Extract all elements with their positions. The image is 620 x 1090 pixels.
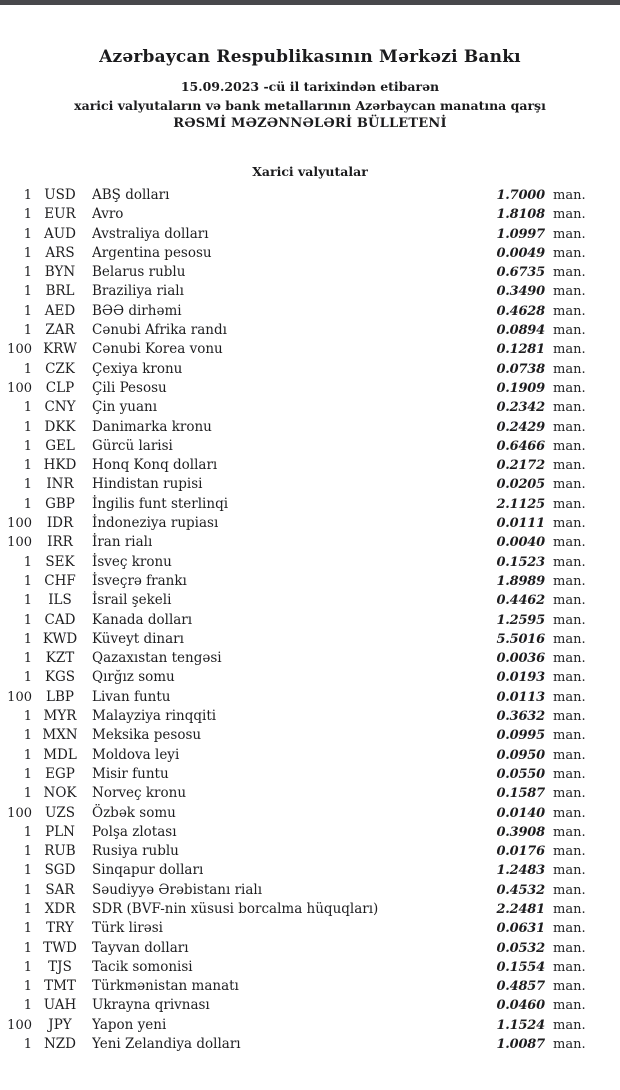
qty-cell: 1 (23, 612, 32, 628)
bank-title: Azərbaycan Respublikasının Mərkəzi Bankı (99, 47, 521, 67)
rates-table (0, 186, 620, 1054)
currency-code-cell: BYN (44, 264, 76, 281)
currency-name-cell: ABŞ dolları (92, 187, 170, 203)
table-row (0, 688, 620, 707)
rate-cell: 0.0040 (496, 535, 545, 551)
qty-cell: 1 (23, 631, 32, 647)
table-row (0, 340, 620, 359)
currency-code-cell: TJS (48, 958, 72, 975)
rate-cell: 1.7000 (496, 188, 545, 203)
currency-code-cell: NOK (43, 785, 77, 802)
currency-name-cell: Argentina pesosu (92, 244, 212, 261)
currency-code-cell: AED (44, 302, 76, 319)
unit-cell: man. (553, 188, 586, 203)
table-row (0, 1035, 620, 1054)
currency-name-cell: Tayvan dolları (92, 939, 189, 956)
table-row (0, 939, 620, 958)
rate-cell: 0.1554 (496, 959, 545, 975)
qty-cell: 1 (23, 496, 32, 512)
unit-cell: man. (553, 786, 586, 802)
currency-name-cell: Qırğız somu (92, 669, 175, 686)
table-row (0, 205, 620, 224)
unit-cell: man. (553, 979, 586, 995)
qty-cell: 1 (23, 303, 32, 319)
qty-cell: 1 (23, 863, 32, 879)
currency-name-cell: Ukrayna qrivnası (92, 997, 210, 1014)
currency-name-cell: Küveyt dinarı (92, 630, 184, 647)
currency-code-cell: UZS (44, 804, 75, 821)
qty-cell: 100 (7, 805, 32, 821)
table-row (0, 611, 620, 630)
currency-code-cell: KGS (44, 669, 76, 686)
unit-cell: man. (553, 458, 586, 474)
currency-name-cell: Kanada dolları (92, 611, 193, 628)
currency-name-cell: Qazaxıstan tengəsi (92, 650, 222, 667)
table-row (0, 784, 620, 803)
currency-code-cell: CAD (44, 611, 76, 628)
currency-name-cell: Səudiyyə Ərəbistanı rialı (92, 881, 263, 898)
currency-name-cell: Türkmənistan manatı (92, 978, 239, 995)
rate-cell: 0.0111 (496, 516, 545, 532)
currency-name-cell: İran rialı (92, 534, 153, 551)
qty-cell: 1 (23, 901, 32, 917)
currency-name-cell: Norveç kronu (92, 785, 187, 802)
currency-name-cell: İngilis funt sterlinqi (92, 495, 229, 512)
rate-cell: 0.0950 (496, 747, 545, 763)
currency-name-cell: SDR (BVF-nin xüsusi borcalma hüquqları) (92, 900, 379, 917)
currency-name-cell: Cənubi Afrika randı (92, 322, 227, 339)
rate-cell: 0.6466 (496, 438, 545, 454)
qty-cell: 100 (7, 516, 32, 532)
qty-cell: 1 (23, 323, 32, 339)
qty-cell: 1 (23, 979, 32, 995)
currency-code-cell: MXN (42, 727, 78, 744)
qty-cell: 1 (23, 959, 32, 975)
qty-cell: 1 (23, 940, 32, 956)
currency-code-cell: EGP (45, 765, 75, 782)
currency-name-cell: Yeni Zelandiya dolları (92, 1036, 241, 1053)
currency-name-cell: Meksika pesosu (92, 727, 202, 744)
table-row (0, 398, 620, 417)
unit-cell: man. (553, 303, 586, 319)
currency-name-cell: Polşa zlotası (92, 823, 177, 840)
qty-cell: 1 (23, 824, 32, 840)
rate-cell: 1.0087 (496, 1037, 545, 1053)
table-row (0, 282, 620, 301)
effective-date-line: 15.09.2023 -cü il tarixindən etibarən (180, 79, 440, 94)
qty-cell: 1 (23, 670, 32, 686)
currency-name-cell: Livan funtu (92, 688, 171, 705)
currency-name-cell: BƏƏ dirhəmi (92, 302, 182, 319)
unit-cell: man. (553, 226, 586, 242)
currency-code-cell: PLN (45, 823, 75, 840)
unit-cell: man. (553, 959, 586, 975)
unit-cell: man. (553, 1017, 586, 1033)
currency-code-cell: GEL (45, 437, 75, 454)
unit-cell: man. (553, 265, 586, 281)
rate-cell: 0.0532 (496, 940, 545, 956)
currency-code-cell: USD (44, 187, 76, 203)
currency-code-cell: HKD (43, 457, 77, 474)
table-row (0, 726, 620, 745)
qty-cell: 1 (23, 226, 32, 242)
currency-code-cell: SAR (45, 881, 75, 898)
unit-cell: man. (553, 477, 586, 493)
table-row (0, 321, 620, 340)
currency-name-cell: İsveçrə frankı (92, 572, 187, 589)
table-row (0, 533, 620, 552)
section-title-foreign-currencies: Xarici valyutalar (252, 164, 368, 179)
qty-cell: 1 (23, 361, 32, 377)
table-row (0, 977, 620, 996)
unit-cell: man. (553, 554, 586, 570)
currency-code-cell: LBP (46, 688, 74, 705)
unit-cell: man. (553, 766, 586, 782)
unit-cell: man. (553, 844, 586, 860)
table-row (0, 842, 620, 861)
unit-cell: man. (553, 747, 586, 763)
currency-name-cell: Rusiya rublu (92, 843, 179, 860)
qty-cell: 1 (23, 728, 32, 744)
rate-cell: 0.0176 (496, 844, 545, 860)
currency-code-cell: CZK (45, 360, 75, 377)
qty-cell: 1 (23, 419, 32, 435)
table-row (0, 302, 620, 321)
currency-code-cell: TRY (46, 920, 74, 937)
table-row (0, 186, 620, 205)
currency-name-cell: Honq Konq dolları (92, 457, 218, 474)
rate-cell: 0.0995 (496, 728, 545, 744)
rate-cell: 1.0997 (496, 226, 545, 242)
currency-name-cell: Misir funtu (92, 765, 169, 782)
unit-cell: man. (553, 593, 586, 609)
currency-name-cell: Cənubi Korea vonu (92, 341, 223, 358)
currency-code-cell: CHF (44, 572, 76, 589)
currency-code-cell: KWD (42, 630, 78, 647)
qty-cell: 1 (23, 766, 32, 782)
unit-cell: man. (553, 921, 586, 937)
currency-name-cell: Avro (92, 206, 124, 223)
rate-cell: 0.0113 (496, 689, 545, 705)
currency-name-cell: Hindistan rupisi (92, 476, 203, 493)
currency-code-cell: IDR (46, 515, 74, 532)
unit-cell: man. (553, 207, 586, 223)
table-row (0, 804, 620, 823)
table-row (0, 900, 620, 919)
currency-name-cell: Özbək somu (92, 804, 176, 821)
rate-cell: 0.0036 (496, 651, 545, 667)
currency-name-cell: Yapon yeni (92, 1016, 167, 1033)
table-row (0, 861, 620, 880)
currency-code-cell: RUB (44, 843, 76, 860)
table-row (0, 919, 620, 938)
unit-cell: man. (553, 670, 586, 686)
currency-code-cell: BRL (45, 283, 75, 300)
rate-cell: 0.0894 (496, 323, 545, 339)
unit-cell: man. (553, 496, 586, 512)
qty-cell: 1 (23, 747, 32, 763)
rate-cell: 0.4857 (496, 979, 545, 995)
currency-name-cell: Çin yuanı (92, 399, 158, 416)
table-row (0, 514, 620, 533)
rate-cell: 2.1125 (496, 496, 545, 512)
currency-name-cell: Gürcü larisi (92, 437, 173, 454)
currency-code-cell: IRR (47, 534, 73, 551)
subtitle-line: xarici valyutaların və bank metallarının Azərbaycan manatına qarşı (74, 98, 546, 113)
rate-cell: 2.2481 (496, 901, 545, 917)
currency-code-cell: NZD (43, 1036, 77, 1053)
currency-code-cell: GBP (45, 495, 75, 512)
currency-name-cell: Çexiya kronu (92, 360, 183, 377)
rate-cell: 0.1523 (496, 554, 545, 570)
table-row (0, 553, 620, 572)
currency-name-cell: Sinqapur dolları (92, 862, 204, 879)
qty-cell: 100 (7, 342, 32, 358)
qty-cell: 1 (23, 651, 32, 667)
unit-cell: man. (553, 709, 586, 725)
unit-cell: man. (553, 631, 586, 647)
currency-code-cell: AUD (44, 225, 76, 242)
table-row (0, 630, 620, 649)
rate-cell: 1.2483 (496, 863, 545, 879)
rate-cell: 0.0550 (496, 766, 545, 782)
rate-cell: 0.2342 (496, 400, 545, 416)
currency-code-cell: KRW (43, 341, 77, 358)
currency-code-cell: DKK (44, 418, 76, 435)
bulletin-title: RƏSMİ MƏZƏNNƏLƏRİ BÜLLETENİ (173, 116, 447, 131)
rate-cell: 0.3632 (496, 709, 545, 725)
currency-code-cell: JPY (48, 1016, 72, 1033)
currency-code-cell: UAH (43, 997, 77, 1014)
unit-cell: man. (553, 882, 586, 898)
unit-cell: man. (553, 689, 586, 705)
rate-cell: 0.1587 (496, 786, 545, 802)
unit-cell: man. (553, 824, 586, 840)
table-row (0, 263, 620, 282)
qty-cell: 1 (23, 998, 32, 1014)
unit-cell: man. (553, 438, 586, 454)
unit-cell: man. (553, 805, 586, 821)
rate-cell: 0.0049 (496, 245, 545, 261)
qty-cell: 1 (23, 921, 32, 937)
currency-name-cell: Türk lirəsi (92, 920, 163, 937)
rate-cell: 1.8989 (496, 573, 545, 589)
currency-code-cell: TMT (44, 978, 76, 995)
rate-cell: 5.5016 (496, 631, 545, 647)
table-row (0, 996, 620, 1015)
currency-code-cell: TWD (43, 939, 77, 956)
unit-cell: man. (553, 323, 586, 339)
rate-cell: 0.0631 (496, 921, 545, 937)
qty-cell: 1 (23, 554, 32, 570)
table-row (0, 418, 620, 437)
unit-cell: man. (553, 535, 586, 551)
qty-cell: 1 (23, 458, 32, 474)
qty-cell: 100 (7, 380, 32, 396)
rate-cell: 1.2595 (496, 612, 545, 628)
rate-cell: 1.1524 (496, 1017, 545, 1033)
currency-code-cell: EUR (44, 206, 76, 223)
qty-cell: 1 (23, 188, 32, 203)
qty-cell: 100 (7, 689, 32, 705)
currency-name-cell: İndoneziya rupiası (92, 515, 219, 532)
rate-cell: 1.8108 (496, 207, 545, 223)
rate-cell: 0.0460 (496, 998, 545, 1014)
qty-cell: 1 (23, 1037, 32, 1053)
qty-cell: 1 (23, 284, 32, 300)
currency-code-cell: SEK (45, 553, 75, 570)
table-row (0, 456, 620, 475)
table-row (0, 746, 620, 765)
unit-cell: man. (553, 863, 586, 879)
table-row (0, 244, 620, 263)
unit-cell: man. (553, 651, 586, 667)
currency-code-cell: KZT (45, 650, 75, 667)
currency-code-cell: XDR (44, 900, 76, 917)
unit-cell: man. (553, 1037, 586, 1053)
currency-code-cell: CLP (45, 379, 75, 396)
unit-cell: man. (553, 573, 586, 589)
rate-cell: 0.3908 (496, 824, 545, 840)
table-row (0, 958, 620, 977)
table-row (0, 765, 620, 784)
currency-code-cell: ARS (45, 244, 75, 261)
currency-name-cell: Danimarka kronu (92, 418, 212, 435)
qty-cell: 1 (23, 438, 32, 454)
table-row (0, 360, 620, 379)
currency-name-cell: Braziliya rialı (92, 283, 184, 300)
currency-name-cell: İsveç kronu (92, 553, 172, 570)
unit-cell: man. (553, 998, 586, 1014)
unit-cell: man. (553, 419, 586, 435)
currency-name-cell: İsrail şekeli (92, 592, 172, 609)
currency-name-cell: Belarus rublu (92, 264, 186, 281)
unit-cell: man. (553, 940, 586, 956)
table-row (0, 572, 620, 591)
qty-cell: 1 (23, 882, 32, 898)
rate-cell: 0.6735 (496, 265, 545, 281)
currency-name-cell: Avstraliya dolları (92, 225, 209, 242)
unit-cell: man. (553, 380, 586, 396)
qty-cell: 1 (23, 844, 32, 860)
qty-cell: 1 (23, 245, 32, 261)
table-row (0, 649, 620, 668)
currency-code-cell: MDL (43, 746, 77, 763)
unit-cell: man. (553, 342, 586, 358)
rate-cell: 0.4462 (496, 593, 545, 609)
rate-cell: 0.1281 (496, 342, 545, 358)
unit-cell: man. (553, 361, 586, 377)
unit-cell: man. (553, 400, 586, 416)
qty-cell: 100 (7, 1017, 32, 1033)
currency-code-cell: ILS (48, 592, 72, 609)
qty-cell: 1 (23, 593, 32, 609)
table-row (0, 707, 620, 726)
unit-cell: man. (553, 728, 586, 744)
table-row (0, 881, 620, 900)
currency-name-cell: Moldova leyi (92, 746, 180, 763)
unit-cell: man. (553, 284, 586, 300)
qty-cell: 1 (23, 786, 32, 802)
currency-code-cell: MYR (43, 708, 77, 725)
rate-cell: 0.0205 (496, 477, 545, 493)
currency-code-cell: ZAR (45, 322, 75, 339)
table-row (0, 379, 620, 398)
table-row (0, 823, 620, 842)
rate-cell: 0.3490 (496, 284, 545, 300)
qty-cell: 1 (23, 400, 32, 416)
currency-code-cell: CNY (44, 399, 76, 416)
currency-name-cell: Tacik somonisi (92, 958, 193, 975)
qty-cell: 1 (23, 265, 32, 281)
unit-cell: man. (553, 516, 586, 532)
qty-cell: 1 (23, 709, 32, 725)
currency-code-cell: SGD (44, 862, 76, 879)
qty-cell: 1 (23, 207, 32, 223)
rate-cell: 0.4532 (496, 882, 545, 898)
currency-name-cell: Malayziya rinqqiti (92, 708, 217, 725)
rate-cell: 0.0140 (496, 805, 545, 821)
table-row (0, 475, 620, 494)
qty-cell: 100 (7, 535, 32, 551)
currency-code-cell: INR (46, 476, 74, 493)
table-row (0, 437, 620, 456)
rate-cell: 0.0738 (496, 361, 545, 377)
qty-cell: 1 (23, 573, 32, 589)
table-row (0, 495, 620, 514)
top-border-bar (0, 0, 620, 5)
table-row (0, 1016, 620, 1035)
rate-cell: 0.2172 (496, 458, 545, 474)
currency-name-cell: Çili Pesosu (92, 379, 167, 396)
rate-cell: 0.4628 (496, 303, 545, 319)
rate-cell: 0.2429 (496, 419, 545, 435)
qty-cell: 1 (23, 477, 32, 493)
rate-cell: 0.0193 (496, 670, 545, 686)
table-row (0, 225, 620, 244)
table-row (0, 591, 620, 610)
unit-cell: man. (553, 245, 586, 261)
table-row (0, 668, 620, 687)
unit-cell: man. (553, 901, 586, 917)
unit-cell: man. (553, 612, 586, 628)
rate-cell: 0.1909 (496, 380, 545, 396)
